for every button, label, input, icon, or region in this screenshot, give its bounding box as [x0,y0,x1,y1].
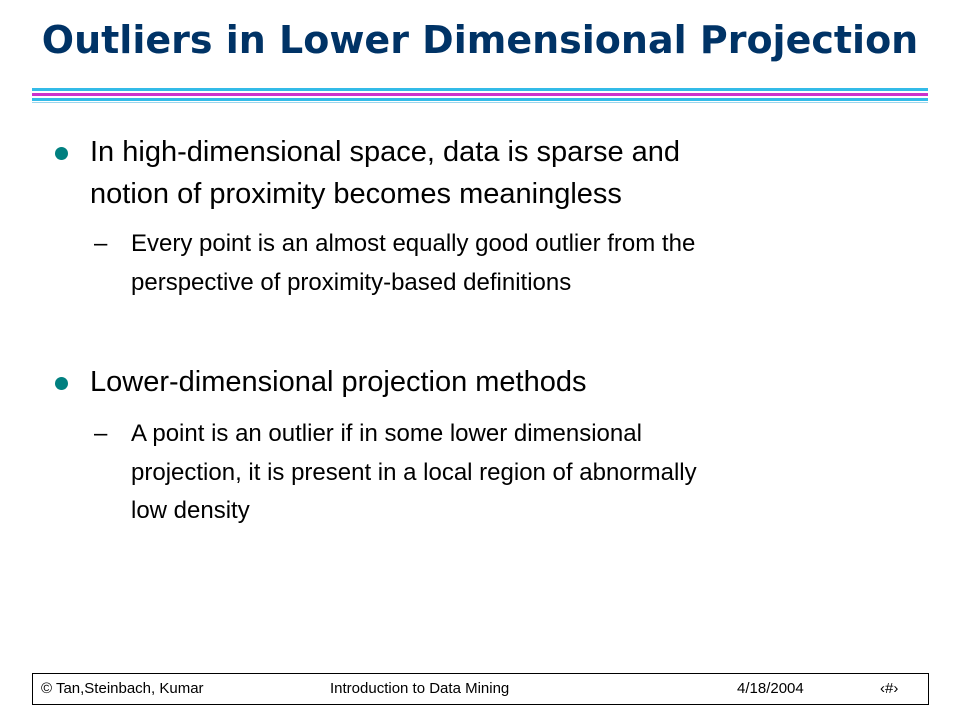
title-rule-top [32,88,928,91]
sub-bullet-text-line: low density [131,497,250,524]
footer-date: 4/18/2004 [737,680,804,697]
sub-bullet-dash: – [94,230,108,257]
sub-bullet-text-line: Every point is an almost equally good outlier from the [131,230,696,257]
bullet-icon [55,147,68,160]
slide-footer [32,673,929,705]
title-rule-bottom [32,98,928,101]
sub-bullet-text-line: projection, it is present in a local region of abnormally [131,459,697,486]
sub-bullet-dash: – [94,420,108,447]
bullet-text-line: Lower-dimensional projection methods [90,366,587,398]
bullet-text-line: In high-dimensional space, data is sparse and [90,136,681,168]
footer-page-number: ‹#› [880,680,899,697]
title-rule-middle [32,93,928,96]
footer-course: Introduction to Data Mining [330,680,510,697]
bullet-icon [55,377,68,390]
bullet-text-line: notion of proximity becomes meaningless [90,178,622,210]
title-rule-shadow [32,102,928,103]
sub-bullet-text-line: perspective of proximity-based definitions [131,269,572,296]
footer-authors: © Tan,Steinbach, Kumar [41,680,204,697]
sub-bullet-text-line: A point is an outlier if in some lower dimensional [131,420,642,447]
slide-title: Outliers in Lower Dimensional Projection [41,18,919,62]
